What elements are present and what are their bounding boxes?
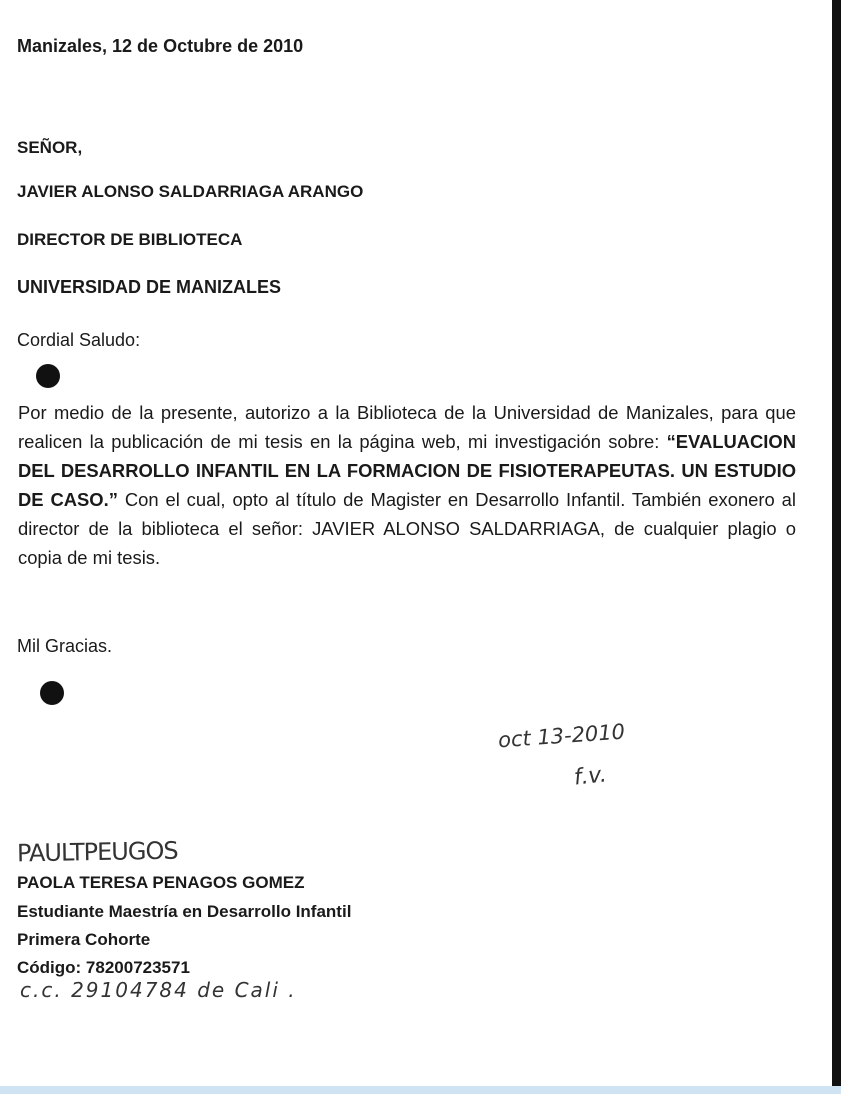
body-text-closing: Con el cual, opto al título de Magister en Desarrollo Infantil. También exonero al director de la biblioteca el señor: JAVIER ALONSO SALDARRIAGA, de cualquier plagio o copia de mi tesis. <box>18 489 796 568</box>
handwritten-initials: f.v. <box>572 762 608 791</box>
bullet-dot <box>40 681 64 705</box>
greeting: Cordial Saludo: <box>17 330 141 350</box>
salutation-title: SEÑOR, <box>17 138 83 157</box>
body-text-intro: Por medio de la presente, autorizo a la Biblioteca de la Universidad de Manizales, para que realicen la publicación de mi tesis en la página web, mi investigación sobre: <box>18 402 796 452</box>
signatory-code: Código: 78200723571 <box>17 958 190 977</box>
recipient-name: JAVIER ALONSO SALDARRIAGA ARANGO <box>17 182 364 201</box>
scan-edge-bottom <box>0 1086 841 1094</box>
handwritten-signature: PAULTPEUGOS <box>16 836 178 868</box>
recipient-institution: UNIVERSIDAD DE MANIZALES <box>17 277 282 297</box>
scan-edge-right <box>832 0 841 1094</box>
recipient-role: DIRECTOR DE BIBLIOTECA <box>17 230 243 249</box>
thesis-title: “EVALUACION DEL DESARROLLO INFANTIL EN LA FORMACION DE FISIOTERAPEUTAS. UN ESTUDIO DE CASO.” <box>18 431 796 510</box>
signatory-name: PAOLA TERESA PENAGOS GOMEZ <box>17 873 305 892</box>
handwritten-date: oct 13-2010 <box>497 719 626 753</box>
handwritten-id-note: c.c. 29104784 de Cali . <box>20 978 297 1002</box>
closing: Mil Gracias. <box>17 636 113 656</box>
letter-date: Manizales, 12 de Octubre de 2010 <box>17 36 304 56</box>
bullet-dot <box>36 364 60 388</box>
signatory-cohort: Primera Cohorte <box>17 930 151 949</box>
body-paragraph <box>18 398 796 572</box>
signatory-program: Estudiante Maestría en Desarrollo Infantil <box>17 902 352 921</box>
